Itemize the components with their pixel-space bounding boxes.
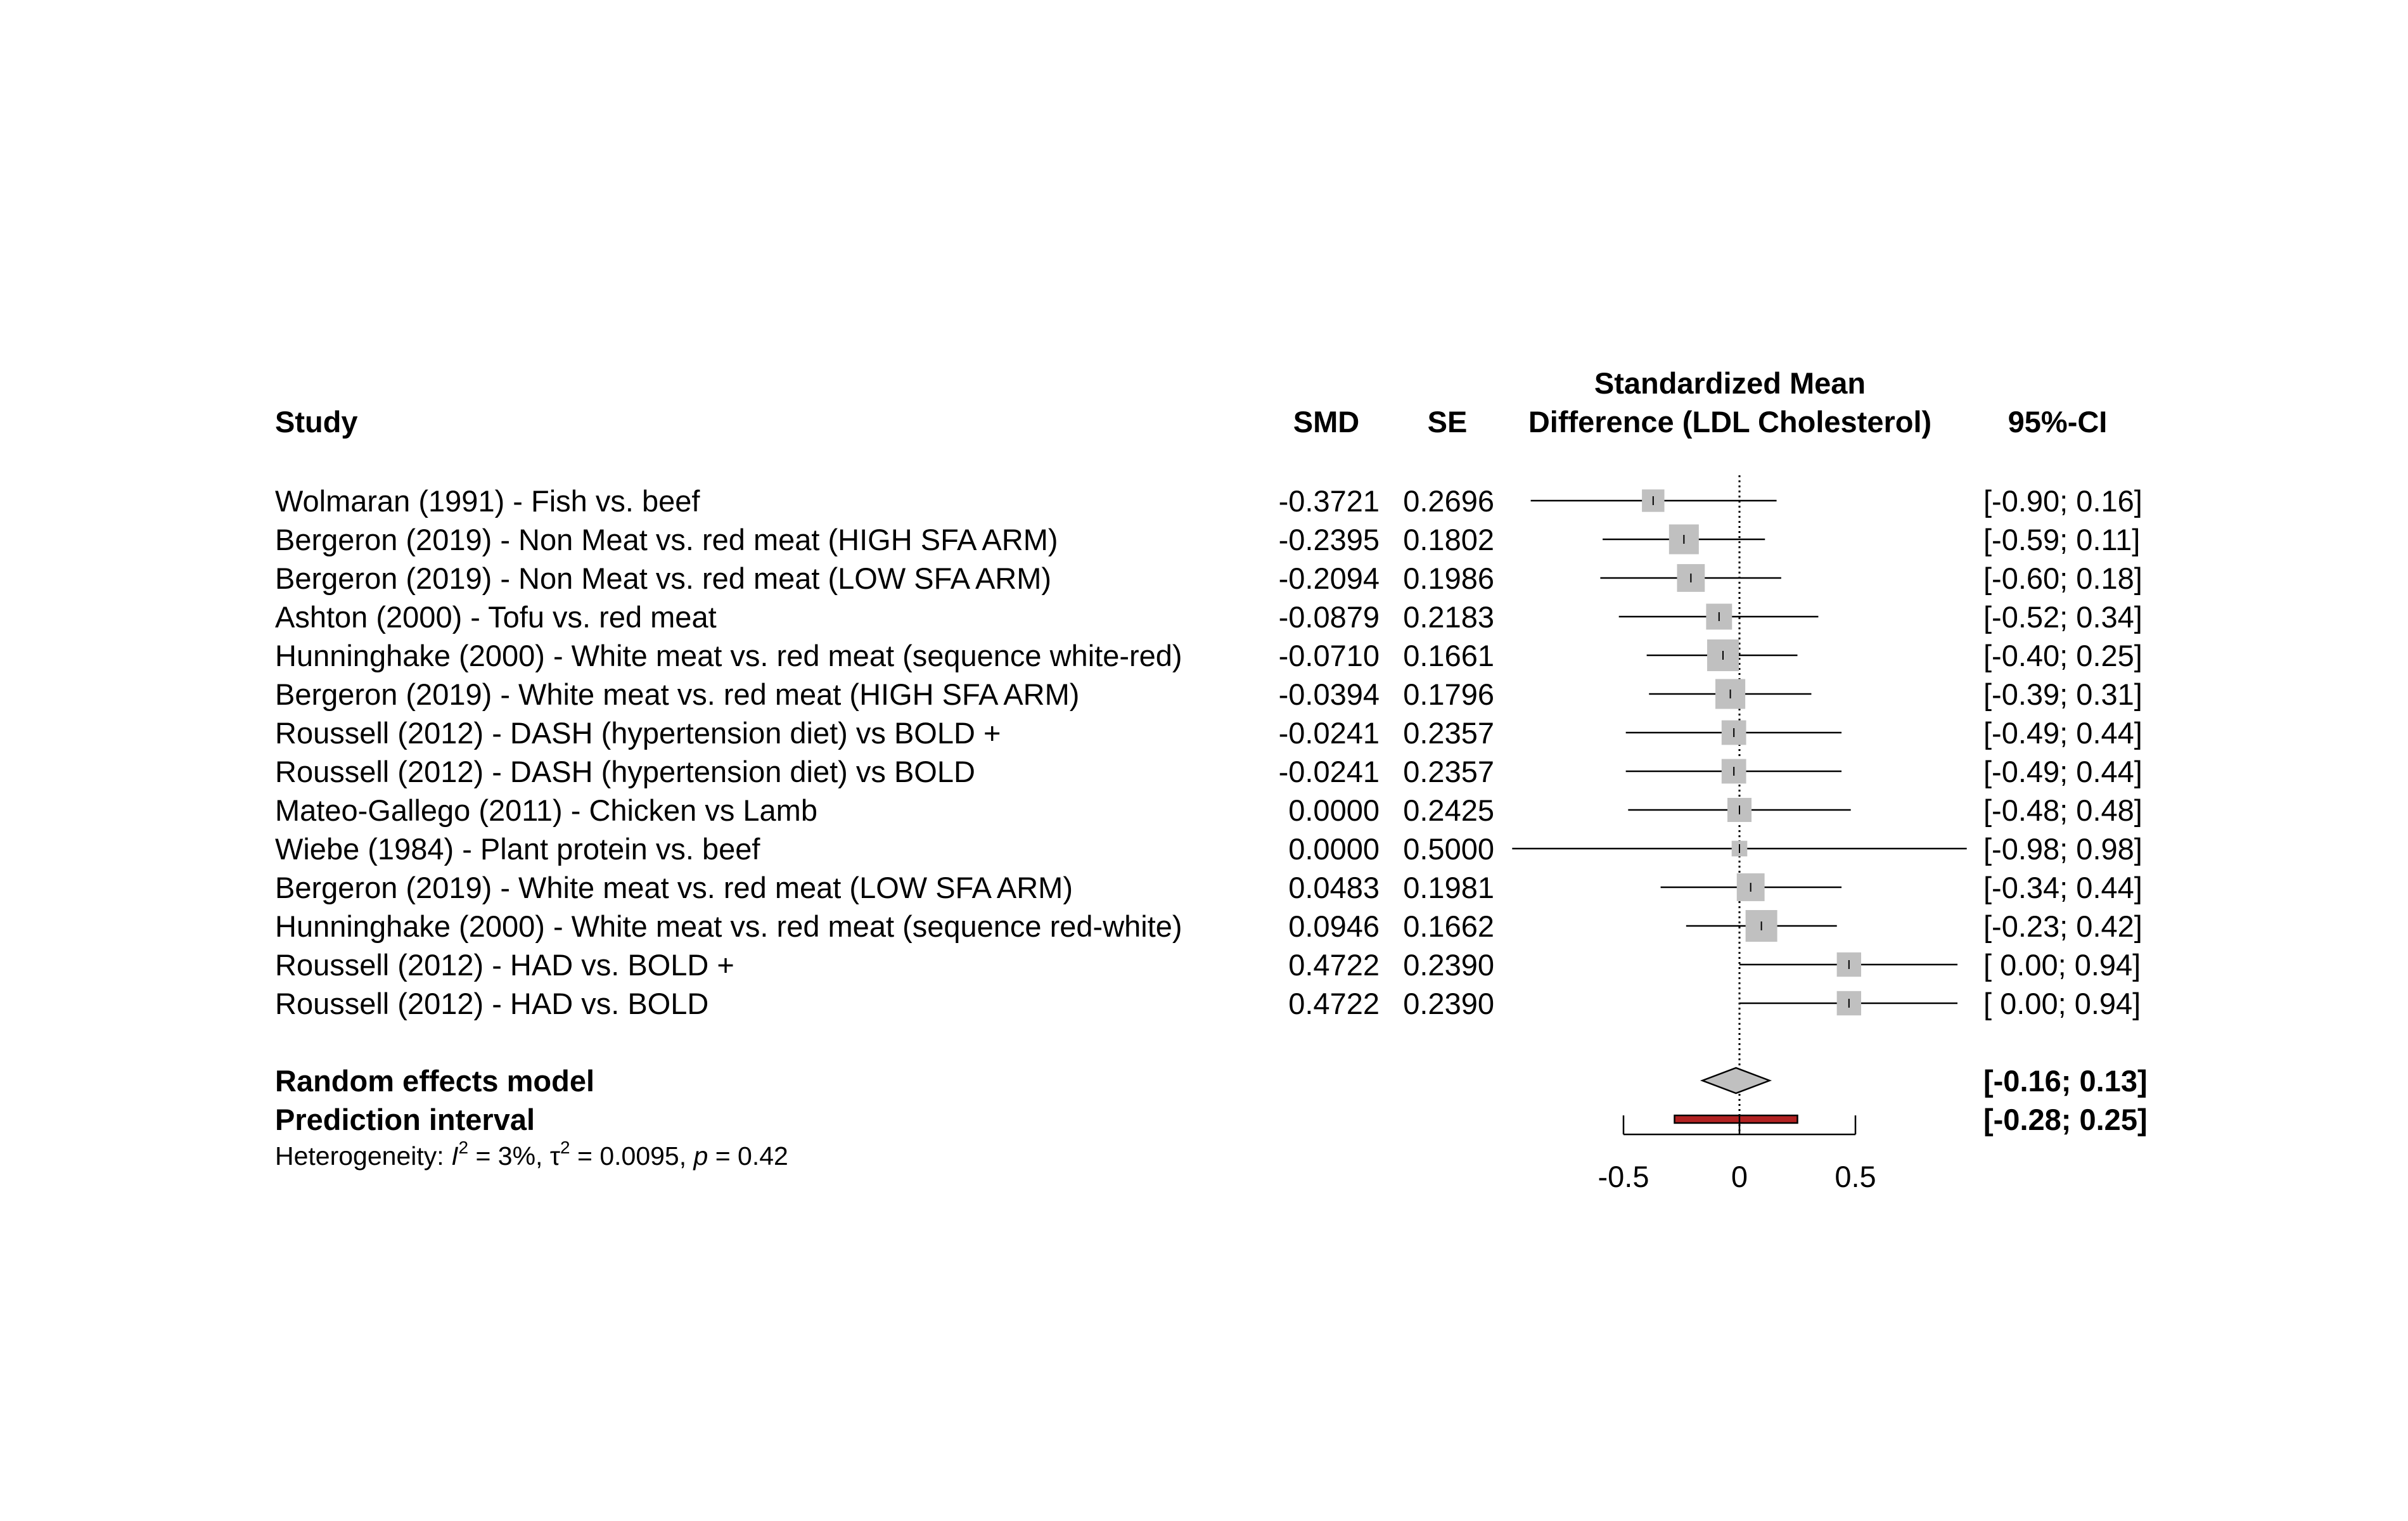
study-smd: -0.0394 xyxy=(1278,677,1380,711)
study-label: Ashton (2000) - Tofu vs. red meat xyxy=(275,600,717,634)
study-label: Roussell (2012) - DASH (hypertension diet) vs BOLD + xyxy=(275,716,1001,750)
study-ci: [-0.60; 0.18] xyxy=(1983,562,2142,595)
x-tick-label: 0.5 xyxy=(1835,1160,1876,1193)
study-row xyxy=(275,871,2142,904)
study-rows xyxy=(275,484,2142,1020)
study-label: Bergeron (2019) - Non Meat vs. red meat (HIGH SFA ARM) xyxy=(275,523,1058,556)
study-se: 0.1661 xyxy=(1403,639,1494,672)
x-tick-label: 0 xyxy=(1731,1160,1748,1193)
study-label: Bergeron (2019) - White meat vs. red meat (LOW SFA ARM) xyxy=(275,871,1073,904)
study-label: Bergeron (2019) - Non Meat vs. red meat (LOW SFA ARM) xyxy=(275,562,1052,595)
study-label: Roussell (2012) - HAD vs. BOLD + xyxy=(275,948,734,982)
study-se: 0.1662 xyxy=(1403,909,1494,943)
study-label: Roussell (2012) - DASH (hypertension diet) vs BOLD xyxy=(275,755,975,788)
study-ci: [-0.98; 0.98] xyxy=(1983,832,2142,866)
study-ci: [-0.49; 0.44] xyxy=(1983,755,2142,788)
study-smd: -0.0241 xyxy=(1278,716,1380,750)
prediction-label: Prediction interval xyxy=(275,1103,535,1136)
study-row xyxy=(275,832,2142,866)
summary-label: Random effects model xyxy=(275,1064,595,1098)
study-label: Hunninghake (2000) - White meat vs. red meat (sequence red-white) xyxy=(275,909,1182,943)
study-smd: -0.2094 xyxy=(1278,562,1380,595)
study-smd: 0.0946 xyxy=(1288,909,1380,943)
study-row xyxy=(275,562,2142,595)
study-se: 0.2390 xyxy=(1403,987,1494,1020)
study-se: 0.5000 xyxy=(1403,832,1494,866)
header-smd: SMD xyxy=(1293,405,1360,439)
study-row xyxy=(275,523,2140,556)
prediction-row xyxy=(275,1103,2148,1136)
study-label: Wolmaran (1991) - Fish vs. beef xyxy=(275,484,700,518)
study-se: 0.2357 xyxy=(1403,716,1494,750)
study-smd: 0.0000 xyxy=(1288,832,1380,866)
study-ci: [-0.48; 0.48] xyxy=(1983,793,2142,827)
prediction-ci: [-0.28; 0.25] xyxy=(1983,1103,2148,1136)
study-se: 0.1986 xyxy=(1403,562,1494,595)
study-se: 0.1796 xyxy=(1403,677,1494,711)
study-ci: [-0.39; 0.31] xyxy=(1983,677,2142,711)
header-study: Study xyxy=(275,405,358,439)
study-label: Wiebe (1984) - Plant protein vs. beef xyxy=(275,832,760,866)
header-se: SE xyxy=(1427,405,1468,439)
study-ci: [-0.90; 0.16] xyxy=(1983,484,2142,518)
study-smd: 0.0483 xyxy=(1288,871,1380,904)
study-smd: 0.4722 xyxy=(1288,948,1380,982)
study-row xyxy=(275,600,2142,634)
x-axis xyxy=(1598,1115,1876,1193)
study-label: Roussell (2012) - HAD vs. BOLD xyxy=(275,987,709,1020)
study-se: 0.2696 xyxy=(1403,484,1494,518)
study-row xyxy=(275,677,2142,711)
summary-diamond xyxy=(1702,1068,1769,1093)
study-ci: [-0.34; 0.44] xyxy=(1983,871,2142,904)
study-row xyxy=(275,755,2142,788)
study-se: 0.2425 xyxy=(1403,793,1494,827)
study-ci: [-0.59; 0.11] xyxy=(1983,523,2141,556)
study-row xyxy=(275,716,2142,750)
study-ci: [-0.23; 0.42] xyxy=(1983,909,2142,943)
study-label: Bergeron (2019) - White meat vs. red meat (HIGH SFA ARM) xyxy=(275,677,1080,711)
study-ci: [-0.52; 0.34] xyxy=(1983,600,2142,634)
prediction-interval-bar xyxy=(1675,1115,1798,1123)
study-label: Hunninghake (2000) - White meat vs. red meat (sequence white-red) xyxy=(275,639,1182,672)
study-smd: -0.0879 xyxy=(1278,600,1380,634)
study-row xyxy=(275,948,2141,982)
study-se: 0.1802 xyxy=(1403,523,1494,556)
summary-ci: [-0.16; 0.13] xyxy=(1983,1064,2148,1098)
study-se: 0.2357 xyxy=(1403,755,1494,788)
study-smd: -0.2395 xyxy=(1278,523,1380,556)
study-ci: [-0.49; 0.44] xyxy=(1983,716,2142,750)
header-row xyxy=(275,366,2107,439)
header-effect-line2: Difference (LDL Cholesterol) xyxy=(1528,405,1932,439)
x-tick-label: -0.5 xyxy=(1598,1160,1649,1193)
header-effect-line1: Standardized Mean xyxy=(1594,366,1866,400)
header-ci: 95%-CI xyxy=(2008,405,2108,439)
study-smd: -0.0241 xyxy=(1278,755,1380,788)
study-label: Mateo-Gallego (2011) - Chicken vs Lamb xyxy=(275,793,817,827)
study-row xyxy=(275,793,2142,827)
study-smd: 0.0000 xyxy=(1288,793,1380,827)
study-ci: [ 0.00; 0.94] xyxy=(1983,987,2141,1020)
study-row xyxy=(275,639,2142,672)
study-smd: -0.0710 xyxy=(1278,639,1380,672)
study-row xyxy=(275,909,2142,943)
study-se: 0.2390 xyxy=(1403,948,1494,982)
study-smd: -0.3721 xyxy=(1278,484,1380,518)
study-ci: [ 0.00; 0.94] xyxy=(1983,948,2141,982)
study-row xyxy=(275,484,2142,518)
study-smd: 0.4722 xyxy=(1288,987,1380,1020)
summary-row xyxy=(275,1064,2148,1098)
study-row xyxy=(275,987,2141,1020)
study-ci: [-0.40; 0.25] xyxy=(1983,639,2142,672)
heterogeneity-text: Heterogeneity: $I^2 = 3\%$, $\tau^2 = 0.0095$, p = 0.42 xyxy=(275,1138,788,1171)
study-se: 0.2183 xyxy=(1403,600,1494,634)
study-se: 0.1981 xyxy=(1403,871,1494,904)
